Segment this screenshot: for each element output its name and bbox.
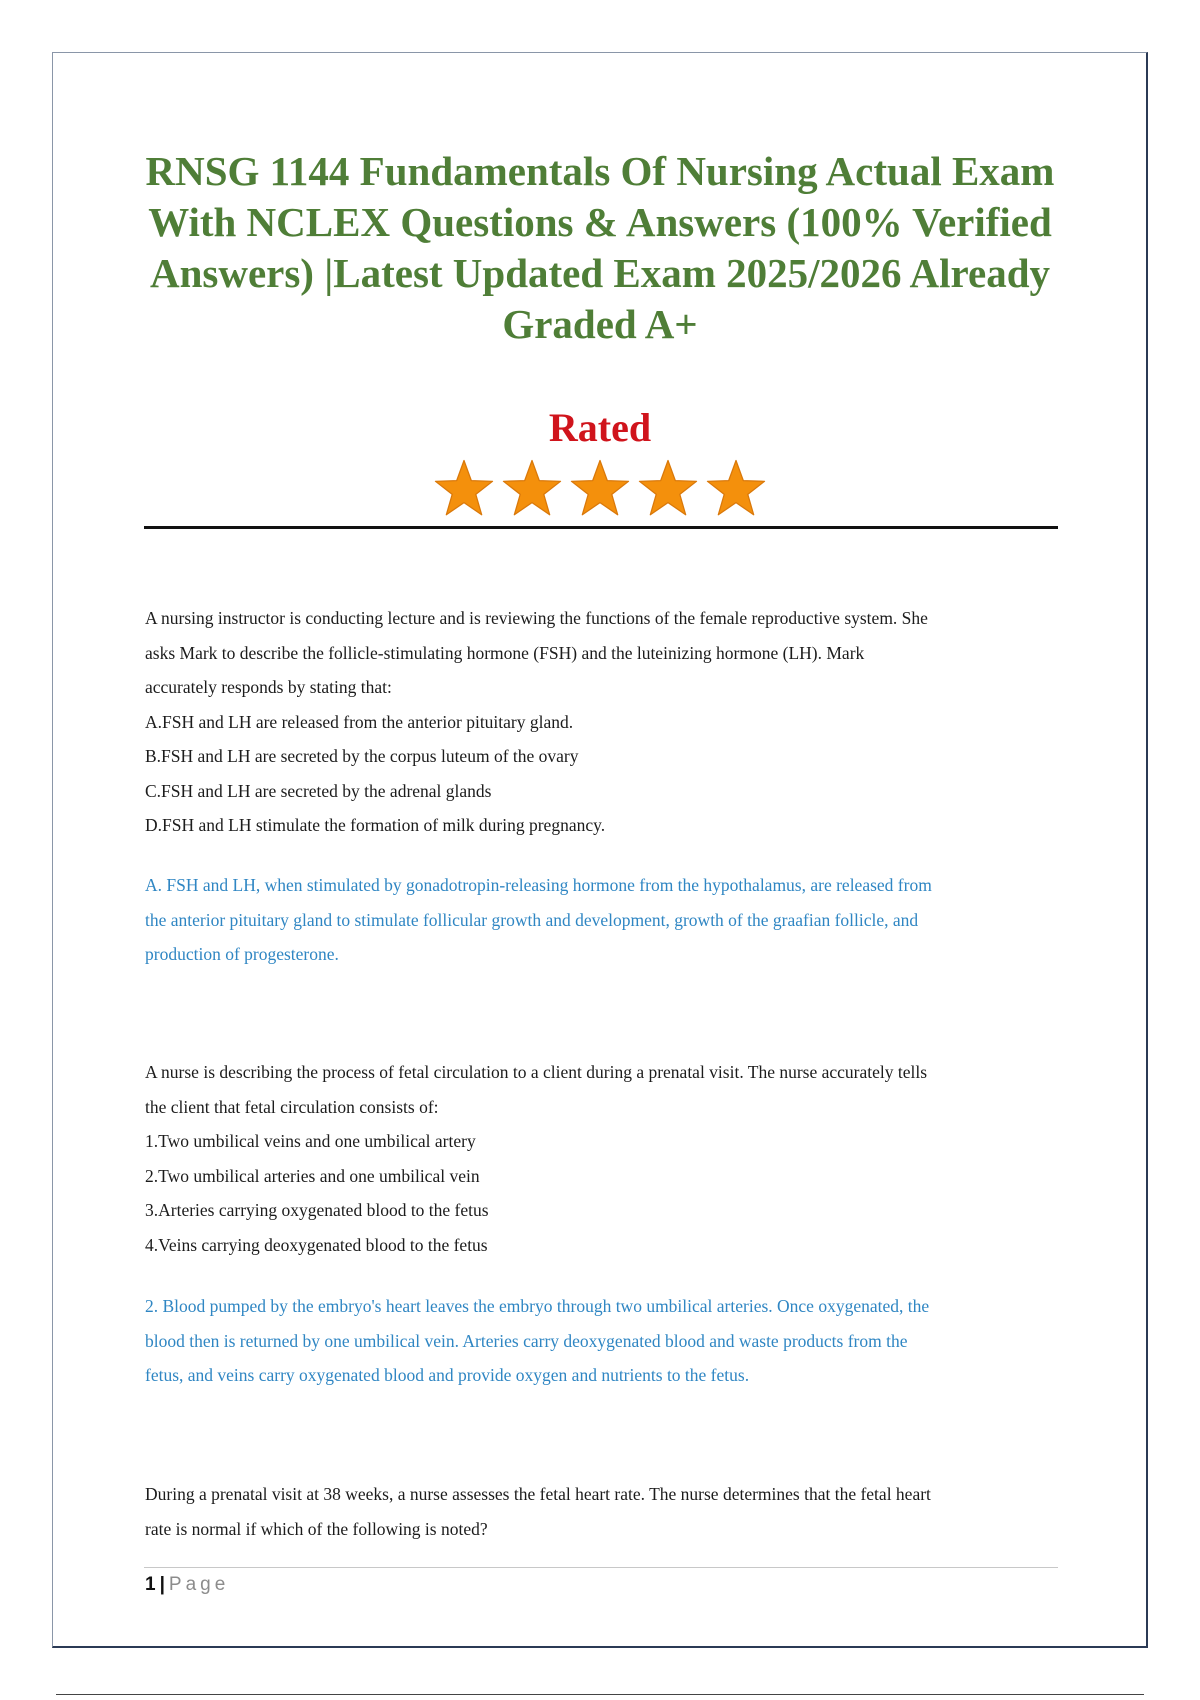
question-line: accurately responds by stating that:	[145, 677, 392, 697]
rationale-line: production of progesterone.	[145, 944, 339, 964]
star-icon	[569, 458, 631, 520]
page-number: 1	[145, 1574, 156, 1595]
answer-option: 1.Two umbilical veins and one umbilical artery	[145, 1131, 476, 1151]
document-title: RNSG 1144 Fundamentals Of Nursing Actual Exam With NCLEX Questions & Answers (100% Verified Answers) |Latest Updated Exam 2025/2026 Already Graded A+	[145, 148, 1055, 347]
page-footer	[145, 1572, 229, 1598]
answer-option: A.FSH and LH are released from the anterior pituitary gland.	[145, 711, 574, 732]
question-line: During a prenatal visit at 38 weeks, a nurse assesses the fetal heart rate. The nurse determines that the fetal heart	[145, 1484, 931, 1504]
star-icon	[705, 458, 767, 520]
question-line: A nurse is describing the process of fetal circulation to a client during a prenatal visit. The nurse accurately tells	[145, 1062, 928, 1082]
question-line: rate is normal if which of the following is noted?	[145, 1518, 488, 1539]
rationale-line: A. FSH and LH, when stimulated by gonadotropin-releasing hormone from the hypothalamus, are released from	[145, 875, 932, 895]
star-icon	[637, 458, 699, 520]
question-2-stem	[145, 1055, 1057, 1262]
bottom-divider	[56, 1694, 1144, 1695]
rationale-line: blood then is returned by one umbilical vein. Arteries carry deoxygenated blood and waste products from the	[145, 1330, 908, 1351]
page-separator: |	[159, 1574, 165, 1595]
answer-option: 3.Arteries carrying oxygenated blood to the fetus	[145, 1200, 489, 1220]
question-1-rationale	[145, 868, 1057, 972]
question-2-rationale	[145, 1289, 1057, 1393]
question-line: A nursing instructor is conducting lecture and is reviewing the functions of the female reproductive system. She	[145, 608, 928, 628]
question-line: asks Mark to describe the follicle-stimulating hormone (FSH) and the luteinizing hormone (LH). Mark	[145, 642, 865, 663]
question-line: the client that fetal circulation consists of:	[145, 1096, 439, 1117]
answer-option: C.FSH and LH are secreted by the adrenal glands	[145, 780, 492, 801]
answer-option: 2.Two umbilical arteries and one umbilical vein	[145, 1165, 480, 1186]
question-1-stem	[145, 601, 1057, 843]
rationale-line: the anterior pituitary gland to stimulate follicular growth and development, growth of the graafian follicle, and	[145, 909, 919, 930]
answer-option: 4.Veins carrying deoxygenated blood to the fetus	[145, 1234, 488, 1255]
star-icon	[433, 458, 495, 520]
question-3-stem	[145, 1477, 1057, 1546]
page-label: Page	[168, 1574, 230, 1595]
answer-option: B.FSH and LH are secreted by the corpus luteum of the ovary	[145, 746, 579, 766]
footer-divider	[144, 1567, 1058, 1568]
rating-stars	[430, 458, 770, 524]
header-divider	[144, 526, 1058, 529]
answer-option: D.FSH and LH stimulate the formation of milk during pregnancy.	[145, 815, 606, 835]
rated-label: Rated	[548, 405, 652, 450]
rationale-line: 2. Blood pumped by the embryo's heart leaves the embryo through two umbilical arteries. Once oxygenated, the	[145, 1296, 930, 1316]
rationale-line: fetus, and veins carry oxygenated blood and provide oxygen and nutrients to the fetus.	[145, 1365, 750, 1385]
star-icon	[501, 458, 563, 520]
